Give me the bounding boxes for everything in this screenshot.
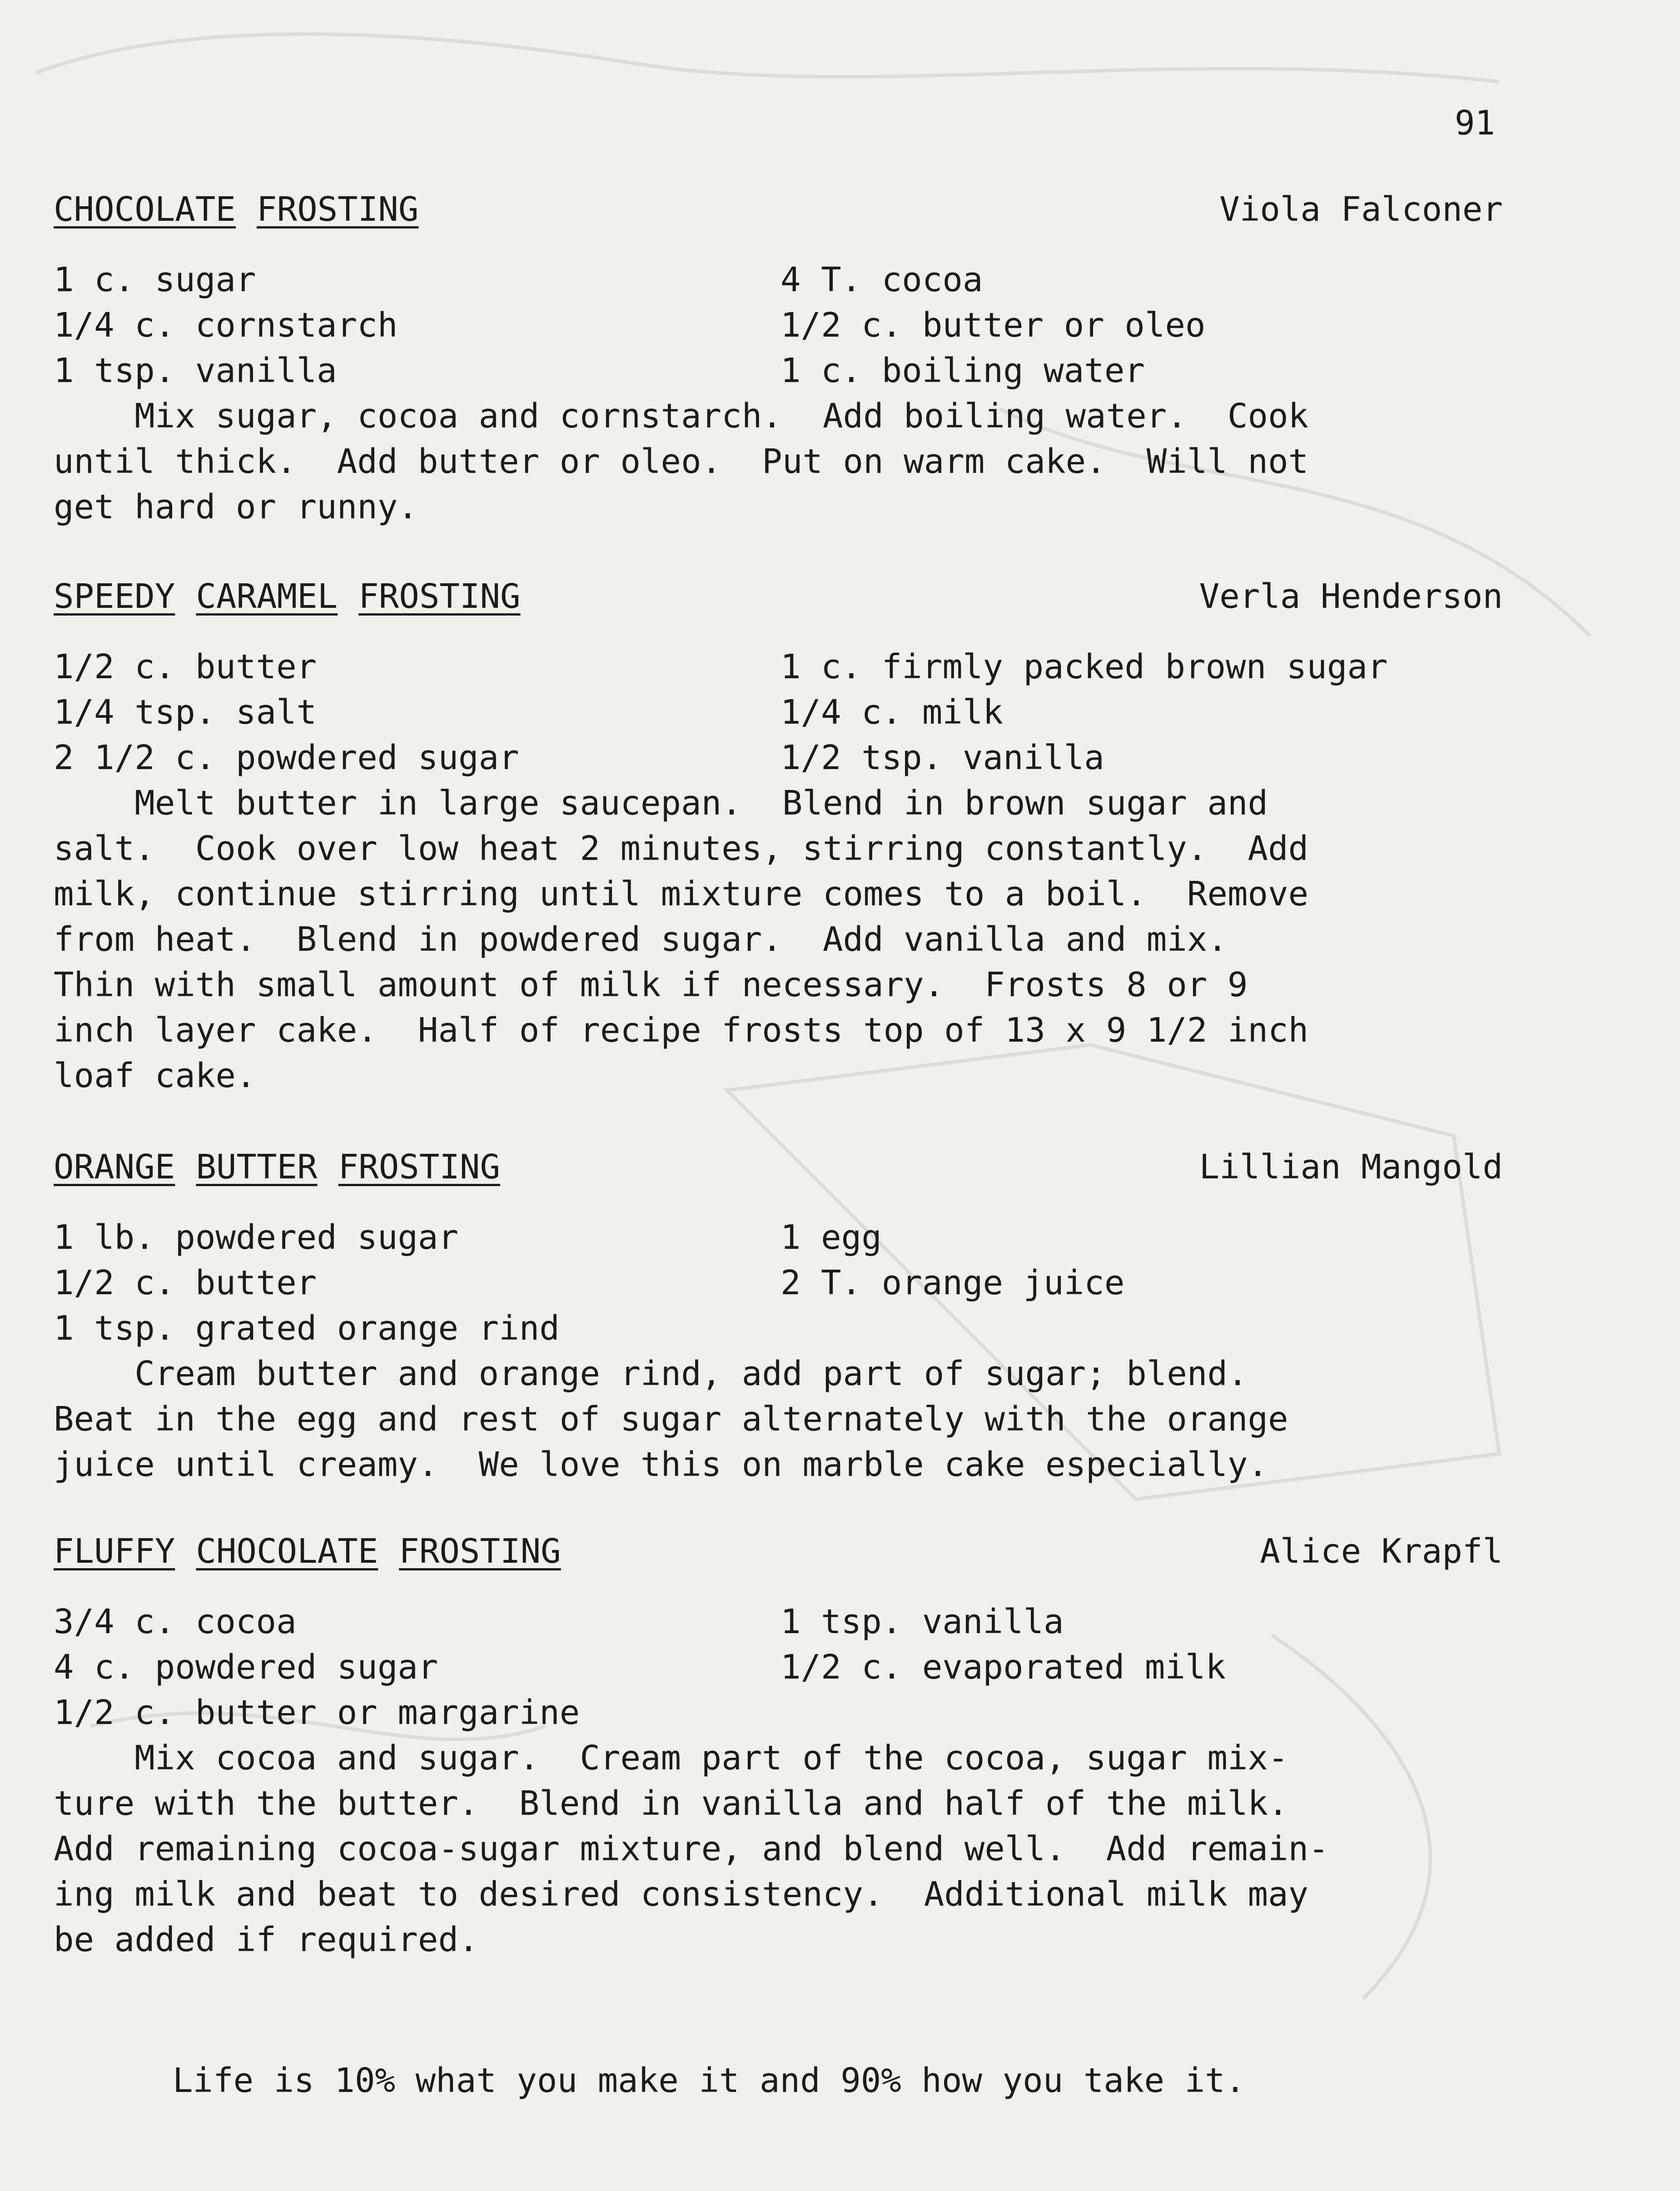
ingredient-row — [54, 303, 1503, 348]
ingredient-row — [54, 1690, 1503, 1735]
method-line: milk, continue stirring until mixture comes to a boil. Remove — [54, 874, 1309, 914]
method-line: salt. Cook over low heat 2 minutes, stirring constantly. Add — [54, 829, 1309, 868]
method-line: Thin with small amount of milk if necessary. Frosts 8 or 9 — [54, 965, 1248, 1004]
recipe-header — [54, 577, 1503, 622]
recipe-title — [54, 1532, 582, 1571]
title-word: FROSTING — [399, 1532, 561, 1571]
method-line: Mix sugar, cocoa and cornstarch. Add boiling water. Cook — [54, 397, 1309, 436]
ingredient: 1/4 tsp. salt — [54, 693, 317, 732]
recipe-fluffy-chocolate-frosting — [54, 1532, 1503, 1962]
title-word: FLUFFY — [54, 1532, 175, 1571]
title-word: SPEEDY — [54, 577, 175, 616]
method-line: from heat. Blend in powdered sugar. Add vanilla and mix. — [54, 920, 1228, 959]
method-line: inch layer cake. Half of recipe frosts top of 13 x 9 1/2 inch — [54, 1011, 1309, 1050]
ingredient: 3/4 c. cocoa — [54, 1602, 297, 1641]
ingredient: 1/2 c. butter — [54, 647, 317, 686]
title-word: FROSTING — [358, 577, 521, 616]
ingredient: 4 T. cocoa — [780, 260, 983, 299]
recipe-method — [54, 1351, 1503, 1487]
ingredient-row — [54, 735, 1503, 780]
recipe-header — [54, 1532, 1503, 1577]
recipe-chocolate-frosting — [54, 190, 1503, 530]
ingredient: 2 1/2 c. powdered sugar — [54, 738, 519, 777]
recipe-header — [54, 190, 1503, 235]
method-line: Melt butter in large saucepan. Blend in brown sugar and — [54, 784, 1268, 823]
ingredient: 1 tsp. vanilla — [54, 351, 337, 390]
recipe-author: Lillian Mangold — [1199, 1148, 1503, 1187]
recipe-author: Alice Krapfl — [1260, 1532, 1503, 1571]
ingredient: 1 egg — [780, 1218, 882, 1257]
ingredient: 1/2 c. butter or margarine — [54, 1693, 580, 1732]
ingredient: 1/2 c. evaporated milk — [780, 1648, 1226, 1687]
recipe-header — [54, 1148, 1503, 1193]
method-line: Beat in the egg and rest of sugar alternately with the orange — [54, 1400, 1288, 1439]
ingredient: 1 tsp. vanilla — [780, 1602, 1064, 1641]
title-word: BUTTER — [196, 1148, 318, 1187]
method-line: ing milk and beat to desired consistency. Additional milk may — [54, 1875, 1309, 1914]
ingredient-row — [54, 644, 1503, 690]
ingredient: 2 T. orange juice — [780, 1263, 1125, 1302]
recipe-title — [54, 577, 542, 616]
page-number: 91 — [1455, 104, 1496, 143]
ingredient-row — [54, 1260, 1503, 1306]
recipe-method — [54, 780, 1503, 1098]
recipe-title — [54, 190, 439, 229]
method-line: Cream butter and orange rind, add part of sugar; blend. — [54, 1354, 1248, 1393]
ingredient: 1/2 c. butter — [54, 1263, 317, 1302]
title-word: FROSTING — [256, 190, 419, 229]
title-word: CHOCOLATE — [54, 190, 236, 229]
title-word: FROSTING — [338, 1148, 501, 1187]
ingredient-row — [54, 1215, 1503, 1260]
recipe-method — [54, 393, 1503, 530]
ingredient: 1 tsp. grated orange rind — [54, 1309, 560, 1348]
ingredient: 1 c. boiling water — [780, 351, 1145, 390]
title-word: CHOCOLATE — [196, 1532, 378, 1571]
recipe-title — [54, 1148, 521, 1187]
ingredient-row — [54, 257, 1503, 303]
ingredient: 1/4 c. cornstarch — [54, 306, 398, 345]
method-line: Mix cocoa and sugar. Cream part of the cocoa, sugar mix- — [54, 1739, 1288, 1778]
ingredient: 1 c. sugar — [54, 260, 256, 299]
ingredient-row — [54, 1599, 1503, 1644]
ingredient: 4 c. powdered sugar — [54, 1648, 438, 1687]
method-line: Add remaining cocoa-sugar mixture, and blend well. Add remain- — [54, 1829, 1329, 1868]
ingredient: 1/2 tsp. vanilla — [780, 738, 1104, 777]
recipe-orange-butter-frosting — [54, 1148, 1503, 1487]
method-line: juice until creamy. We love this on marble cake especially. — [54, 1445, 1268, 1484]
recipe-author: Verla Henderson — [1199, 577, 1503, 616]
ingredient-row — [54, 348, 1503, 393]
ingredient-row — [54, 1644, 1503, 1690]
method-line: be added if required. — [54, 1920, 479, 1959]
ingredient: 1/2 c. butter or oleo — [780, 306, 1206, 345]
title-word: ORANGE — [54, 1148, 175, 1187]
ingredient: 1/4 c. milk — [780, 693, 1004, 732]
ingredient-row — [54, 1306, 1503, 1351]
ingredient: 1 lb. powdered sugar — [54, 1218, 459, 1257]
method-line: until thick. Add butter or oleo. Put on warm cake. Will not — [54, 442, 1309, 481]
recipe-method — [54, 1735, 1503, 1962]
footer-quote: Life is 10% what you make it and 90% how you take it. — [173, 2061, 1246, 2100]
method-line: loaf cake. — [54, 1056, 256, 1095]
ingredient: 1 c. firmly packed brown sugar — [780, 647, 1388, 686]
ingredient-row — [54, 690, 1503, 735]
recipe-speedy-caramel-frosting — [54, 577, 1503, 1098]
method-line: get hard or runny. — [54, 487, 418, 527]
title-word: CARAMEL — [196, 577, 338, 616]
method-line: ture with the butter. Blend in vanilla and half of the milk. — [54, 1784, 1288, 1823]
recipe-author: Viola Falconer — [1219, 190, 1503, 229]
